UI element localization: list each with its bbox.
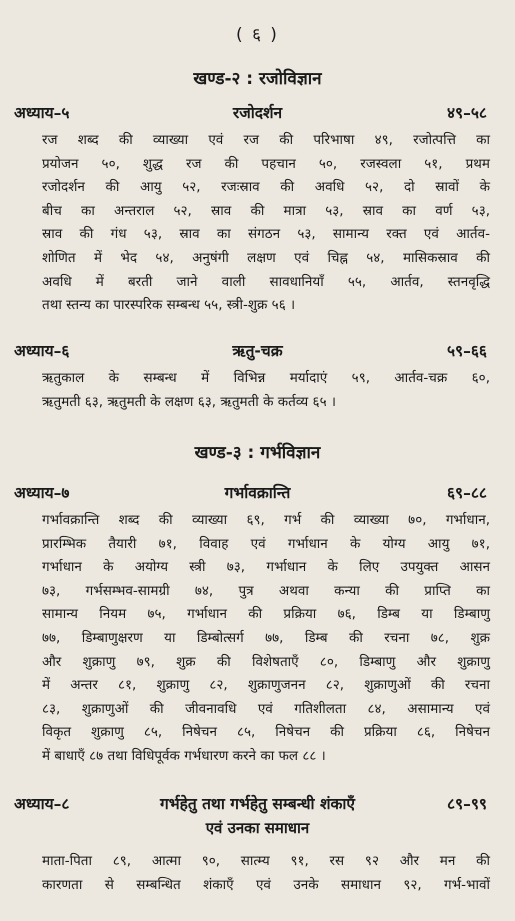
chapter-heading-7 bbox=[0, 481, 515, 505]
chapter-heading-8 bbox=[0, 792, 515, 816]
chapter-heading-5 bbox=[0, 101, 515, 125]
chapter-number: अध्याय–५ bbox=[14, 104, 70, 122]
page-number: ( ६ ) bbox=[236, 25, 279, 45]
text-line: रज शब्द की व्याख्या एवं रज की परिभाषा ४९, रजोत्पत्ति का bbox=[42, 132, 490, 148]
text-line: और शुक्राणु ७९, शुक्र की विशेषताएँ ८०, डिम्बाणु और शुक्राणु bbox=[42, 653, 490, 670]
text-line: अवधि में बरती जाने वाली सावधानियाँ ५५, आर्तव, स्तनवृद्धि bbox=[42, 273, 490, 290]
text-line: ऋतुमती ६३, ऋतुमती के लक्षण ६३, ऋतुमती के कर्तव्य ६५ । bbox=[42, 393, 336, 410]
chapter-contents-8 bbox=[42, 850, 490, 897]
chapter-contents-5 bbox=[42, 129, 490, 318]
text-line: ऋतुकाल के सम्बन्ध में विभिन्न मर्यादाएं ५९, आर्तव-चक्र ६०, bbox=[42, 370, 490, 386]
chapter-title: गर्भावक्रान्ति bbox=[224, 484, 291, 502]
section-title-2: खण्ड-२ : रजोविज्ञान bbox=[193, 69, 322, 89]
chapter-number: अध्याय–७ bbox=[14, 484, 70, 502]
chapter-heading-6 bbox=[0, 339, 515, 363]
text-line: प्रारम्भिक तैयारी ७१, विवाह एवं गर्भाधान के योग्य आयु ७१, bbox=[42, 535, 490, 552]
text-line: शोणित में भेद ५४, अनुषंगी लक्षण एवं चिह्न ५४, मासिकस्राव की bbox=[42, 249, 490, 266]
text-line: ७३, गर्भसम्भव-सामग्री ७४, पुत्र अथवा कन्या की प्राप्ति का bbox=[42, 582, 490, 599]
chapter-number: अध्याय–८ bbox=[14, 795, 70, 813]
chapter-page-range: ६९–८८ bbox=[447, 484, 487, 502]
section-title-3: खण्ड-३ : गर्भविज्ञान bbox=[194, 443, 321, 463]
chapter-title: रजोदर्शन bbox=[232, 104, 283, 122]
text-line: में अन्तर ८१, शुक्राणु ८२, शुक्राणुजनन ८२, शुक्राणुओं की रचना bbox=[42, 677, 490, 694]
chapter-page-range: ५९–६६ bbox=[447, 342, 487, 360]
text-line: रजोदर्शन की आयु ५२, रजःस्राव की अवधि ५२, दो स्रावों के bbox=[42, 179, 490, 196]
chapter-subtitle: एवं उनका समाधान bbox=[205, 819, 310, 837]
chapter-title: गर्भहेतु तथा गर्भहेतु सम्बन्धी शंकाएँ bbox=[160, 795, 355, 813]
chapter-title: ऋतु-चक्र bbox=[232, 342, 283, 360]
chapter-number: अध्याय–६ bbox=[14, 342, 70, 360]
text-line: गर्भावक्रान्ति शब्द की व्याख्या ६९, गर्भ की व्याख्या ७०, गर्भाधान, bbox=[42, 512, 490, 528]
text-line: विकृत शुक्राणु ८५, निषेचन ८५, निषेचन की प्रक्रिया ८६, निषेचन bbox=[42, 724, 490, 741]
text-line: में बाधाएँ ८७ तथा विधिपूर्वक गर्भधारण करने का फल ८८ । bbox=[42, 747, 326, 764]
chapter-contents-6 bbox=[42, 367, 490, 414]
text-line: ७७, डिम्बाणुक्षरण या डिम्बोत्सर्ग ७७, डिम्ब की रचना ७८, शुक्र bbox=[42, 629, 490, 646]
chapter-page-range: ८९–९९ bbox=[447, 795, 487, 813]
text-line: प्रयोजन ५०, शुद्ध रज की पहचान ५०, रजस्वला ५१, प्रथम bbox=[42, 155, 490, 172]
text-line: तथा स्तन्य का पारस्परिक सम्बन्ध ५५, स्त्री-शुक्र ५६ । bbox=[42, 297, 296, 314]
text-line: स्राव की गंध ५३, स्राव का संगठन ५३, सामान्य रक्त एवं आर्तव- bbox=[42, 226, 490, 243]
chapter-page-range: ४९–५८ bbox=[447, 104, 487, 122]
text-line: गर्भाधान के अयोग्य स्त्री ७३, गर्भाधान के लिए उपयुक्त आसन bbox=[42, 559, 490, 576]
text-line: बीच का अन्तराल ५२, स्राव की मात्रा ५३, स्राव का वर्ण ५३, bbox=[42, 202, 490, 219]
chapter-contents-7 bbox=[42, 509, 490, 769]
text-line: ८३, शुक्राणुओं की जीवनावधि एवं गतिशीलता ८४, असामान्य एवं bbox=[42, 700, 490, 717]
text-line: माता-पिता ८९, आत्मा ९०, सात्म्य ९१, रस ९२ और मन की bbox=[42, 853, 490, 869]
text-line: कारणता से सम्बन्धित शंकाएँ एवं उनके समाधान ९२, गर्भ-भावों bbox=[42, 876, 490, 893]
text-line: सामान्य नियम ७५, गर्भाधान की प्रक्रिया ७६, डिम्ब या डिम्बाणु bbox=[42, 606, 490, 623]
